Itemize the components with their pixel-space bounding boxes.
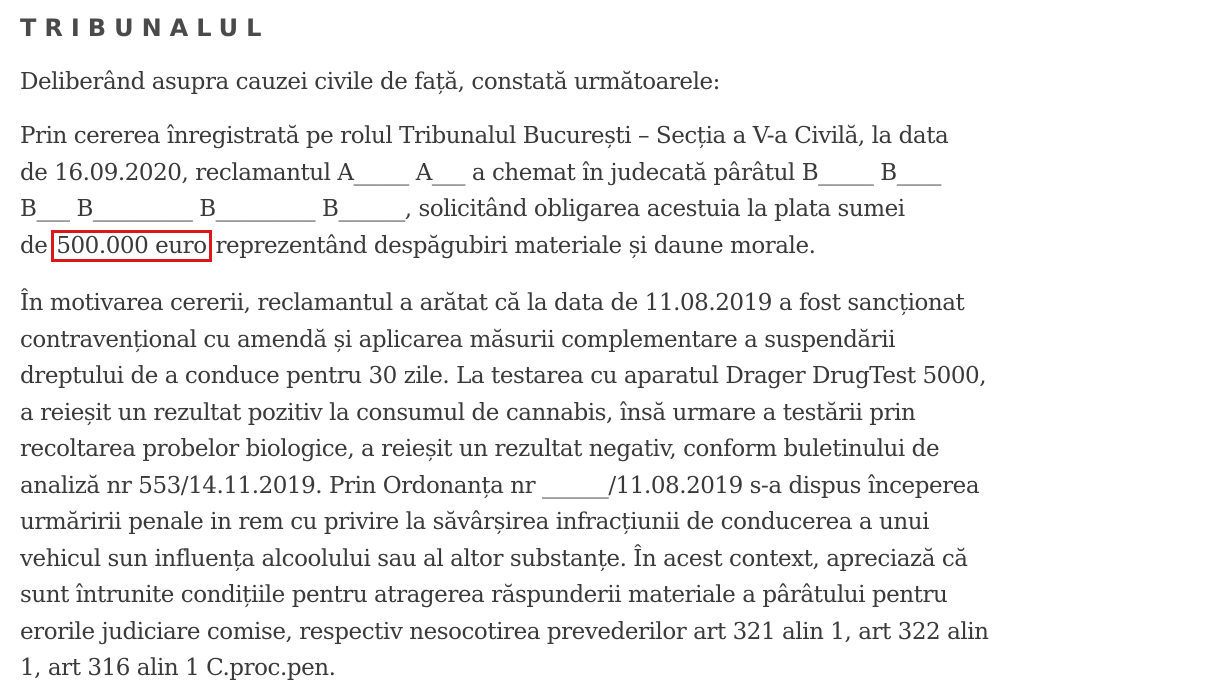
- claim-paragraph: [20, 118, 948, 264]
- claim-line-4: [20, 228, 948, 265]
- motivation-line: sunt întrunite condițiile pentru atragerea răspunderii materiale a pârâtului pentru: [20, 582, 948, 608]
- document: [20, 0, 1200, 681]
- court-heading: TRIBUNALUL: [20, 14, 270, 42]
- motivation-line: recoltarea probelor biologice, a reieșit un rezultat negativ, conform buletinului de: [20, 436, 940, 462]
- motivation-line: analiză nr 553/14.11.2019. Prin Ordonanța nr ______/11.08.2019 s-a dispus începerea: [20, 472, 980, 499]
- claim-line-3: B___ B_________ B_________ B______, solicitând obligarea acestuia la plata sumei: [20, 196, 905, 222]
- motivation-line: dreptului de a conduce pentru 30 zile. La testarea cu aparatul Drager DrugTest 5000,: [20, 363, 987, 389]
- motivation-line: urmăririi penale in rem cu privire la săvârșirea infracțiunii de conducerea a unui: [20, 509, 930, 535]
- motivation-line: vehicul sun influența alcoolului sau al altor substanțe. În acest context, apreciază că: [20, 545, 968, 572]
- motivation-line: a reieșit un rezultat pozitiv la consumul de cannabis, însă urmare a testării prin: [20, 399, 916, 426]
- highlighted-amount: 500.000 euro: [56, 232, 207, 259]
- motivation-line: contravențional cu amendă și aplicarea măsurii complementare a suspendării: [20, 326, 896, 353]
- motivation-line: erorile judiciare comise, respectiv nesocotirea prevederilor art 321 alin 1, art 322 alin: [20, 618, 989, 645]
- intro-paragraph: [20, 64, 720, 101]
- claim-line-2: de 16.09.2020, reclamantul A_____ A___ a chemat în judecată pârâtul B_____ B____: [20, 159, 941, 186]
- motivation-line: În motivarea cererii, reclamantul a arătat că la data de 11.08.2019 a fost sancționat: [20, 290, 965, 316]
- motivation-paragraph: [20, 285, 989, 687]
- claim-line-4-prefix: de: [20, 232, 48, 259]
- intro-text: Deliberând asupra cauzei civile de față, constată următoarele:: [20, 69, 720, 95]
- claim-line-4-suffix: reprezentând despăgubiri materiale și daune morale.: [215, 232, 816, 259]
- motivation-line: 1, art 316 alin 1 C.proc.pen.: [20, 655, 336, 681]
- claim-line-1: Prin cererea înregistrată pe rolul Tribunalul București – Secția a V-a Civilă, la data: [20, 123, 949, 149]
